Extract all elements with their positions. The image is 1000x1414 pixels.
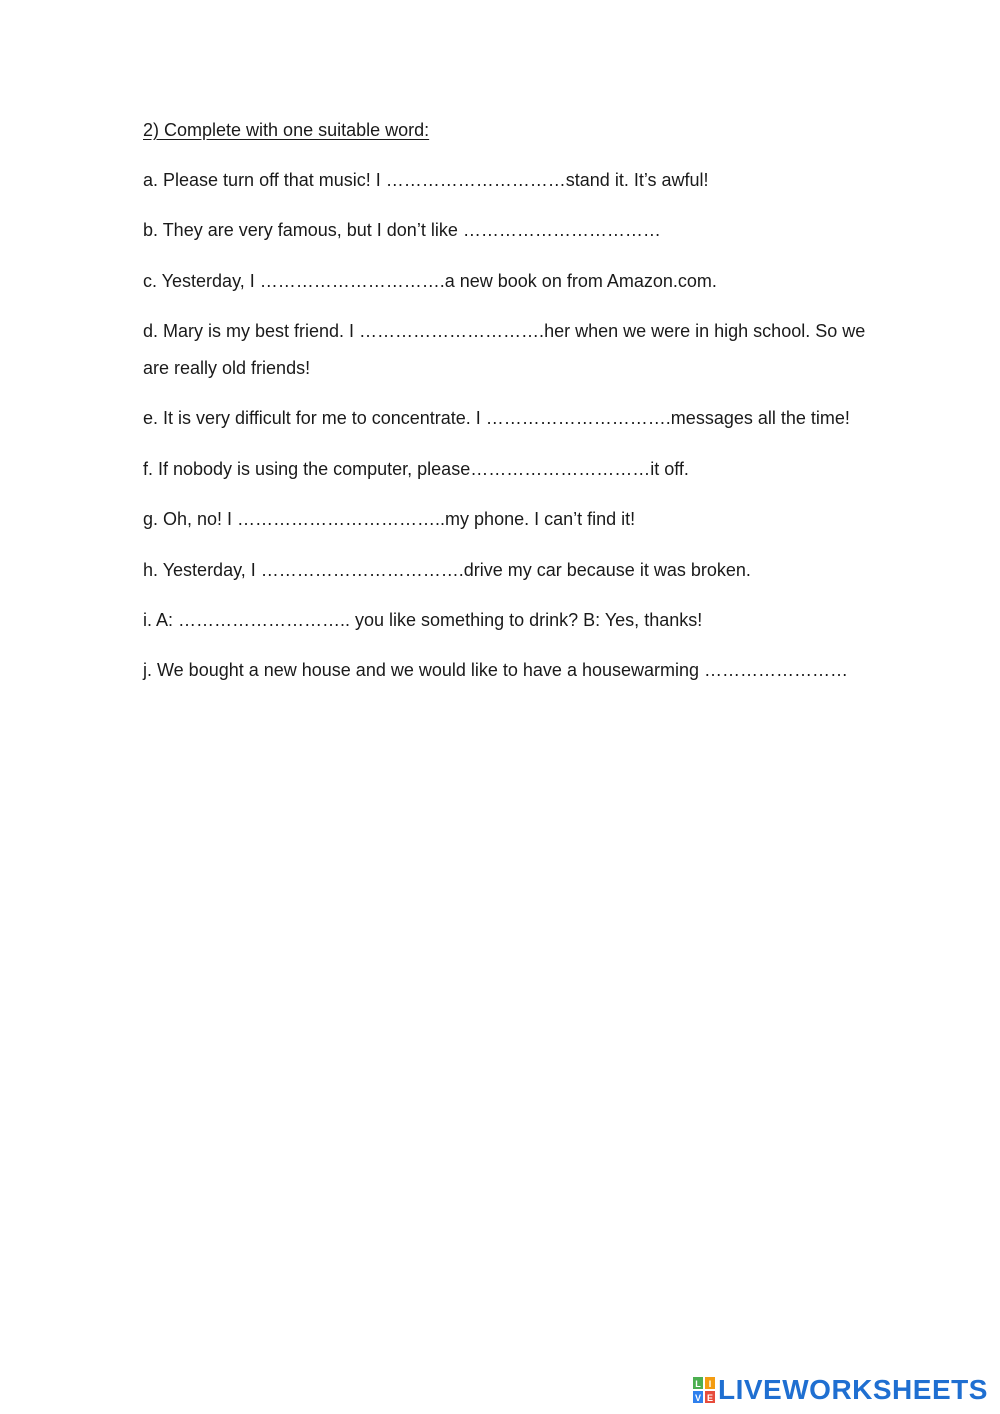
exercise-item-c: c. Yesterday, I ………………………….a new book on from Amazon.com.: [143, 271, 717, 291]
svg-text:E: E: [706, 1393, 714, 1403]
svg-text:I: I: [708, 1379, 712, 1389]
logo-text: LIVEWORKSHEETS: [718, 1374, 988, 1405]
liveworksheets-logo: [693, 1374, 988, 1406]
exercise-item-i: i. A: ……………………….. you like something to drink? B: Yes, thanks!: [143, 610, 703, 630]
exercise-item-j: j. We bought a new house and we would like to have a housewarming ……………………: [143, 660, 849, 680]
exercise-item-b: b. They are very famous, but I don’t like ……………………………: [143, 220, 661, 240]
svg-text:V: V: [694, 1393, 702, 1403]
liveworksheets-mark-icon: [693, 1377, 715, 1403]
exercise-item-h: h. Yesterday, I …………………………….drive my car because it was broken.: [143, 560, 751, 580]
exercise-item-d: d. Mary is my best friend. I ………………………….her when we were in high school. So we: [143, 321, 866, 341]
exercise-item-e: e. It is very difficult for me to concentrate. I ………………………….messages all the time!: [143, 408, 850, 428]
exercise-heading: 2) Complete with one suitable word:: [143, 120, 430, 140]
exercise-item-a: a. Please turn off that music! I …………………………stand it. It’s awful!: [143, 170, 709, 190]
exercise-item-f: f. If nobody is using the computer, please…………………………it off.: [143, 459, 689, 479]
exercise-item-g: g. Oh, no! I ……………………………..my phone. I can’t find it!: [143, 509, 636, 529]
svg-text:L: L: [695, 1379, 701, 1389]
exercise-item-d-continued: are really old friends!: [143, 358, 311, 378]
